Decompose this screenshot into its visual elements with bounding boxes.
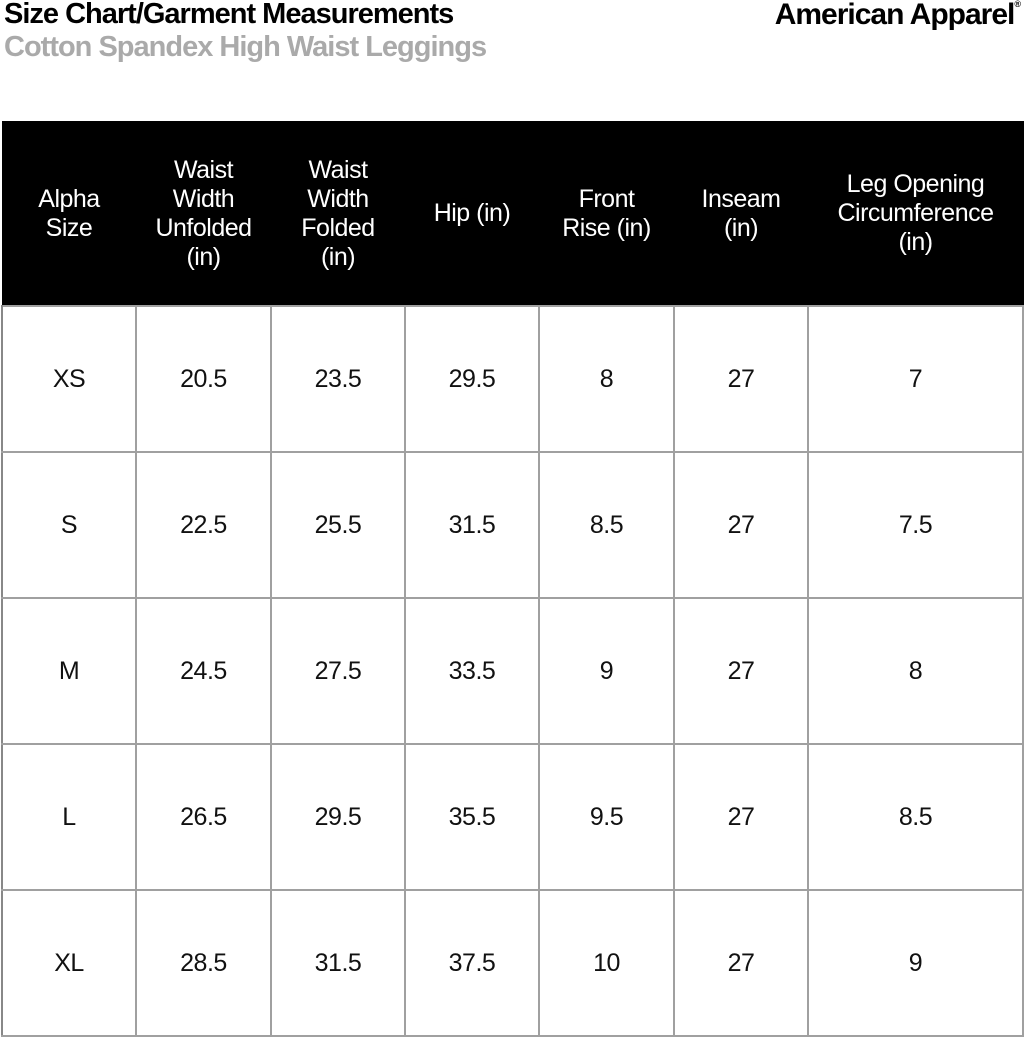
cell-waist-unfolded: 20.5 bbox=[136, 306, 271, 452]
cell-inseam: 27 bbox=[674, 452, 808, 598]
header-line: Front bbox=[578, 184, 635, 213]
cell-size: XL bbox=[2, 890, 136, 1036]
cell-waist-unfolded: 22.5 bbox=[136, 452, 271, 598]
cell-leg-opening: 8.5 bbox=[808, 744, 1023, 890]
cell-front-rise: 9.5 bbox=[539, 744, 674, 890]
header-line: Hip (in) bbox=[433, 199, 511, 227]
cell-inseam: 27 bbox=[674, 598, 808, 744]
header-inseam bbox=[674, 122, 808, 307]
cell-waist-unfolded: 24.5 bbox=[136, 598, 271, 744]
table-row-m bbox=[2, 598, 1023, 744]
cell-size: S bbox=[2, 452, 136, 598]
table-row-xs bbox=[2, 306, 1023, 452]
header-line: Folded bbox=[301, 213, 375, 242]
header-alpha-size bbox=[2, 122, 136, 307]
cell-waist-folded: 29.5 bbox=[271, 744, 405, 890]
cell-waist-unfolded: 26.5 bbox=[136, 744, 271, 890]
cell-hip: 29.5 bbox=[405, 306, 539, 452]
header-line: Waist bbox=[308, 155, 368, 184]
header-line: (in) bbox=[320, 242, 356, 271]
header-waist-unfolded bbox=[136, 122, 271, 307]
cell-hip: 35.5 bbox=[405, 744, 539, 890]
cell-inseam: 27 bbox=[674, 890, 808, 1036]
header-line: (in) bbox=[186, 242, 221, 271]
header-line: Unfolded bbox=[155, 213, 252, 242]
brand-name: American Apparel bbox=[774, 0, 1015, 31]
header-line: (in) bbox=[723, 213, 759, 242]
cell-waist-folded: 25.5 bbox=[271, 452, 405, 598]
header-line: Alpha bbox=[38, 184, 100, 213]
registered-mark: ® bbox=[1014, 0, 1020, 9]
header-line: Width bbox=[307, 184, 369, 213]
cell-waist-folded: 23.5 bbox=[271, 306, 405, 452]
cell-size: M bbox=[2, 598, 136, 744]
header-line: Inseam bbox=[701, 184, 781, 213]
header-line: Waist bbox=[173, 155, 234, 184]
header-line: Width bbox=[172, 184, 235, 213]
cell-front-rise: 8.5 bbox=[539, 452, 674, 598]
header-line: Size bbox=[45, 213, 93, 242]
header-line: Leg Opening bbox=[846, 170, 985, 198]
header-waist-folded bbox=[271, 122, 405, 307]
header-line: Rise (in) bbox=[562, 213, 651, 242]
table-row-l bbox=[2, 744, 1023, 890]
cell-hip: 31.5 bbox=[405, 452, 539, 598]
cell-waist-folded: 31.5 bbox=[271, 890, 405, 1036]
cell-leg-opening: 7 bbox=[808, 306, 1023, 452]
header-line: (in) bbox=[898, 228, 933, 256]
cell-size: XS bbox=[2, 306, 136, 452]
cell-leg-opening: 8 bbox=[808, 598, 1023, 744]
brand-logo bbox=[775, 0, 1020, 32]
cell-waist-unfolded: 28.5 bbox=[136, 890, 271, 1036]
cell-hip: 37.5 bbox=[405, 890, 539, 1036]
product-subtitle: Cotton Spandex High Waist Leggings bbox=[4, 31, 487, 63]
table-header-row bbox=[2, 122, 1023, 307]
cell-hip: 33.5 bbox=[405, 598, 539, 744]
cell-inseam: 27 bbox=[674, 744, 808, 890]
header-front-rise bbox=[539, 122, 674, 307]
size-chart-table bbox=[1, 121, 1024, 1037]
table-row-s bbox=[2, 452, 1023, 598]
header-hip bbox=[405, 122, 539, 307]
cell-leg-opening: 9 bbox=[808, 890, 1023, 1036]
cell-waist-folded: 27.5 bbox=[271, 598, 405, 744]
cell-size: L bbox=[2, 744, 136, 890]
cell-inseam: 27 bbox=[674, 306, 808, 452]
cell-front-rise: 10 bbox=[539, 890, 674, 1036]
table-row-xl bbox=[2, 890, 1023, 1036]
cell-leg-opening: 7.5 bbox=[808, 452, 1023, 598]
cell-front-rise: 9 bbox=[539, 598, 674, 744]
header-leg-opening bbox=[808, 122, 1023, 307]
cell-front-rise: 8 bbox=[539, 306, 674, 452]
header-line: Circumference bbox=[837, 199, 994, 227]
page-title: Size Chart/Garment Measurements bbox=[4, 0, 454, 30]
